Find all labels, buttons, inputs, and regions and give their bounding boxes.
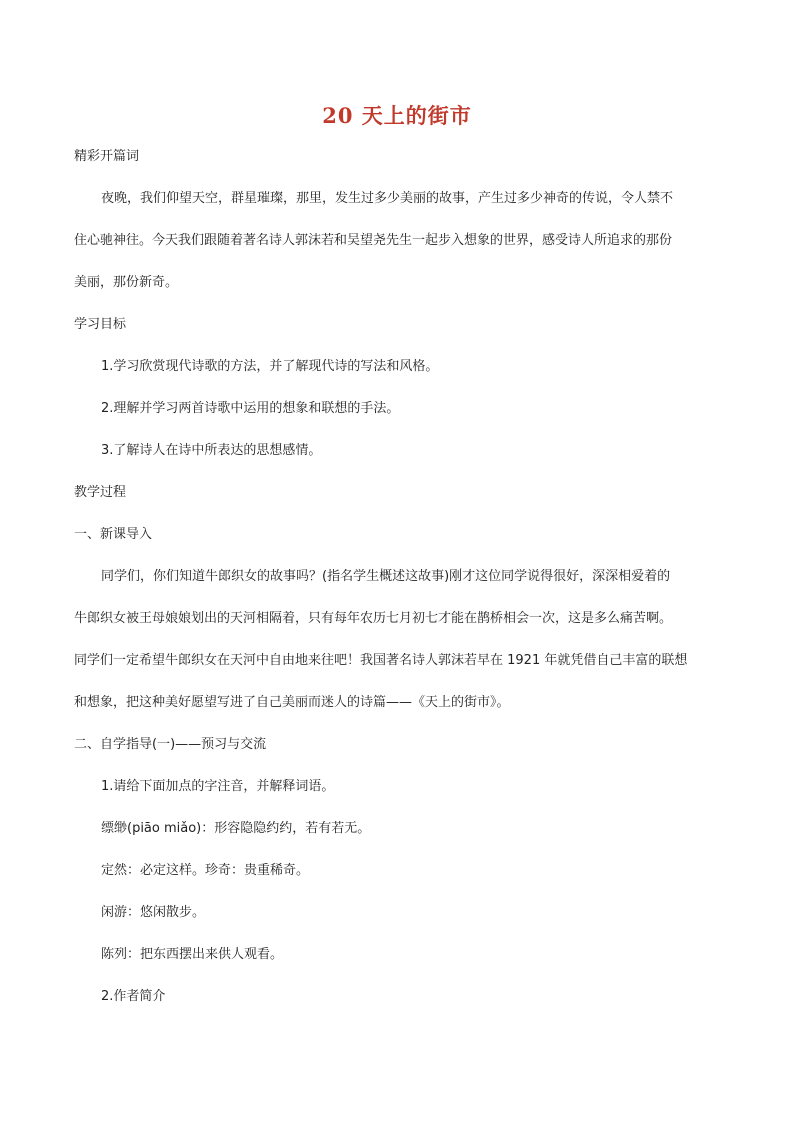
section-heading-goals: 学习目标: [74, 317, 127, 332]
vocab-item: 缥缈(piāo miǎo)：形容隐隐约约，若有若无。: [101, 821, 371, 836]
paragraph-line: 美丽，那份新奇。: [74, 275, 179, 290]
paragraph-line: 牛郎织女被王母娘娘划出的天河相隔着，只有每年农历七月初七才能在鹊桥相会一次，这是多么痛苦啊。: [74, 611, 673, 626]
paragraph-line: 住心驰神往。今天我们跟随着著名诗人郭沫若和吴望尧先生一起步入想象的世界，感受诗人所追求的那份: [74, 233, 673, 248]
vocab-item: 陈列：把东西摆出来供人观看。: [101, 947, 284, 962]
vocab-item: 闲游：悠闲散步。: [101, 905, 206, 920]
section-heading-opening: 精彩开篇词: [74, 149, 140, 164]
subsection-heading: 一、新课导入: [74, 527, 153, 542]
list-item: 3.了解诗人在诗中所表达的思想感情。: [101, 443, 322, 458]
paragraph-line: 同学们一定希望牛郎织女在天河中自由地来往吧！我国著名诗人郭沫若早在 1921 年就凭借自己丰富的联想: [74, 653, 688, 668]
subsection-heading: 二、自学指导(一)——预习与交流: [74, 737, 267, 752]
list-item: 1.学习欣赏现代诗歌的方法，并了解现代诗的写法和风格。: [101, 359, 439, 374]
list-item: 1.请给下面加点的字注音，并解释词语。: [101, 779, 335, 794]
page-title: 20 天上的街市: [322, 103, 472, 128]
paragraph-line: 同学们，你们知道牛郎织女的故事吗？(指名学生概述这故事)刚才这位同学说得很好，深深相爱着的: [101, 569, 671, 584]
section-heading-process: 教学过程: [74, 485, 127, 500]
paragraph-line: 和想象，把这种美好愿望写进了自己美丽而迷人的诗篇——《天上的街市》。: [74, 695, 510, 710]
list-item: 2.作者简介: [101, 989, 166, 1004]
vocab-item: 定然：必定这样。珍奇：贵重稀奇。: [101, 863, 310, 878]
paragraph-line: 夜晚，我们仰望天空，群星璀璨，那里，发生过多少美丽的故事，产生过多少神奇的传说，令人禁不: [101, 191, 674, 206]
list-item: 2.理解并学习两首诗歌中运用的想象和联想的手法。: [101, 401, 400, 416]
